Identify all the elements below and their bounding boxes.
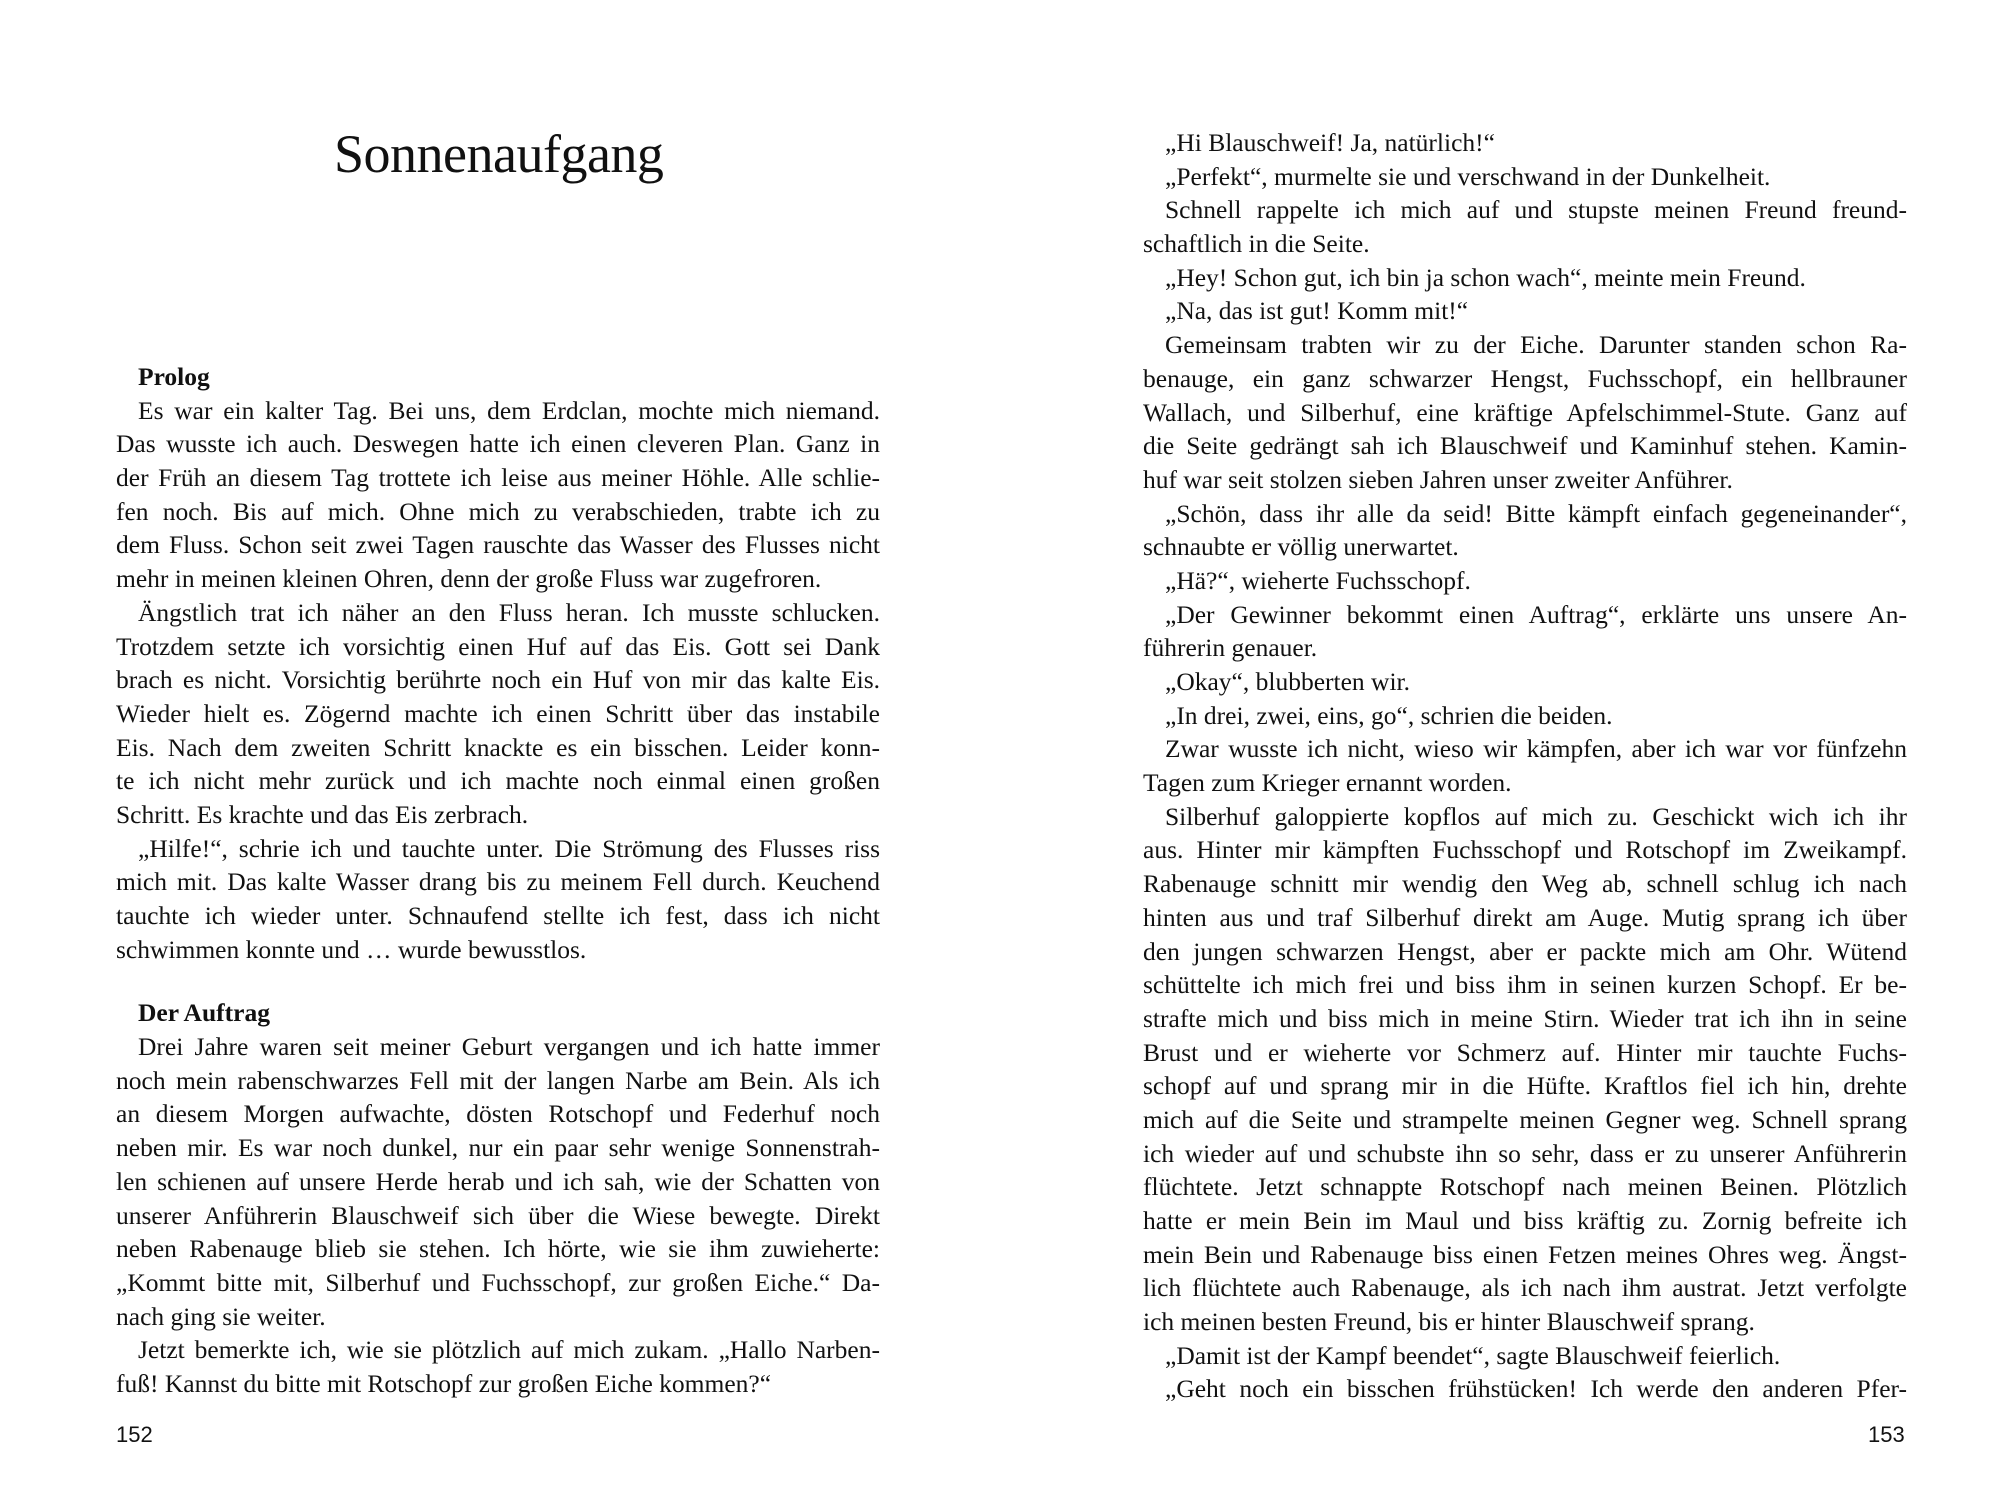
text-line: „Hey! Schon gut, ich bin ja schon wach“, meinte mein Freund.	[1165, 262, 1806, 292]
text-line: te ich nicht mehr zurück und ich machte noch einmal einen großen	[116, 766, 880, 796]
text-line: „Der Gewinner bekommt einen Auftrag“, erklärte uns unsere An-	[1165, 599, 1907, 629]
text-line: die Seite gedrängt sah ich Blauschweif und Kaminhuf stehen. Kamin-	[1143, 431, 1907, 461]
paragraph	[1143, 564, 1907, 598]
text-line: noch mein rabenschwarzes Fell mit der langen Narbe am Bein. Als ich	[116, 1065, 880, 1095]
paragraph	[116, 1030, 880, 1333]
text-line: Jetzt bemerkte ich, wie sie plötzlich auf mich zukam. „Hallo Narben-	[138, 1335, 880, 1365]
text-line: schopf auf und sprang mir in die Hüfte. Kraftlos fiel ich hin, drehte	[1143, 1071, 1907, 1101]
paragraph	[1143, 328, 1907, 496]
text-line: mich mit. Das kalte Wasser drang bis zu meinem Fell durch. Keuchend	[116, 867, 880, 897]
paragraph	[1143, 261, 1907, 295]
text-line: dem Fluss. Schon seit zwei Tagen rauschte das Wasser des Flusses nicht	[116, 530, 880, 560]
text-line: benauge, ein ganz schwarzer Hengst, Fuchsschopf, ein hellbrauner	[1143, 363, 1907, 393]
text-line: der Früh an diesem Tag trottete ich leise aus meiner Höhle. Alle schlie-	[116, 463, 880, 493]
paragraph	[1143, 665, 1907, 699]
text-line: nach ging sie weiter.	[116, 1301, 326, 1331]
paragraph	[1143, 126, 1907, 160]
paragraph	[1143, 598, 1907, 665]
section-heading: Der Auftrag	[138, 998, 270, 1028]
paragraph	[1143, 160, 1907, 194]
section-gap	[116, 966, 880, 996]
paragraph	[1143, 699, 1907, 733]
text-line: Das wusste ich auch. Deswegen hatte ich einen cleveren Plan. Ganz in	[116, 429, 880, 459]
text-line: tauchte ich wieder unter. Schnaufend stellte ich fest, dass ich nicht	[116, 901, 880, 930]
text-line: „Hilfe!“, schrie ich und tauchte unter. Die Strömung des Flusses riss	[138, 833, 880, 863]
paragraph	[1143, 497, 1907, 564]
paragraph	[1143, 294, 1907, 328]
text-line: „Damit ist der Kampf beendet“, sagte Blauschweif feierlich.	[1165, 1340, 1781, 1370]
text-line: ich meinen besten Freund, bis er hinter Blauschweif sprang.	[1143, 1307, 1755, 1337]
text-line: Wallach, und Silberhuf, eine kräftige Apfelschimmel-Stute. Ganz auf	[1143, 397, 1907, 427]
text-line: Brust und er wieherte vor Schmerz auf. Hinter mir tauchte Fuchs-	[1143, 1037, 1907, 1067]
text-line: aus. Hinter mir kämpften Fuchsschopf und Rotschopf im Zweikampf.	[1143, 835, 1907, 865]
text-line: „Hi Blauschweif! Ja, natürlich!“	[1165, 128, 1495, 157]
chapter-title: Sonnenaufgang	[334, 124, 664, 184]
page-number-right: 153	[1868, 1422, 1905, 1447]
text-line: schnaubte er völlig unerwartet.	[1143, 532, 1459, 562]
text-line: unserer Anführerin Blauschweif sich über die Wiese bewegte. Direkt	[116, 1200, 880, 1230]
text-line: Schritt. Es krachte und das Eis zerbrach.	[116, 799, 529, 829]
text-line: mehr in meinen kleinen Ohren, denn der große Fluss war zugefroren.	[116, 564, 822, 594]
paragraph	[1143, 732, 1907, 799]
text-line: Gemeinsam trabten wir zu der Eiche. Darunter standen schon Ra-	[1165, 330, 1907, 360]
left-page-body	[116, 360, 880, 1401]
text-line: strafte mich und biss mich in meine Stirn. Wieder trat ich ihn in seine	[1143, 1003, 1907, 1033]
text-line: Zwar wusste ich nicht, wieso wir kämpfen, aber ich war vor fünfzehn	[1165, 734, 1907, 764]
text-line: Es war ein kalter Tag. Bei uns, dem Erdclan, mochte mich niemand.	[138, 395, 880, 425]
text-line: fen noch. Bis auf mich. Ohne mich zu verabschieden, trabte ich zu	[116, 496, 880, 526]
paragraph	[116, 596, 880, 832]
text-line: schüttelte ich mich frei und biss ihm in seinen kurzen Schopf. Er be-	[1143, 970, 1907, 1000]
text-line: schaftlich in die Seite.	[1143, 229, 1370, 259]
paragraph	[116, 832, 880, 967]
text-line: flüchtete. Jetzt schnappte Rotschopf nach meinen Beinen. Plötzlich	[1143, 1172, 1907, 1202]
right-page	[1000, 0, 2000, 1503]
text-line: „Na, das ist gut! Komm mit!“	[1165, 296, 1469, 326]
paragraph	[1143, 800, 1907, 1339]
paragraph	[116, 394, 880, 596]
text-line: neben Rabenauge blieb sie stehen. Ich hörte, wie sie ihm zuwieherte:	[116, 1234, 880, 1264]
text-line: neben mir. Es war noch dunkel, nur ein paar sehr wenige Sonnenstrah-	[116, 1133, 880, 1163]
text-line: Tagen zum Krieger ernannt worden.	[1143, 768, 1512, 798]
text-line: Eis. Nach dem zweiten Schritt knackte es ein bisschen. Leider konn-	[116, 732, 880, 762]
text-line: len schienen auf unsere Herde herab und ich sah, wie der Schatten von	[116, 1166, 880, 1196]
text-line: hatte er mein Bein im Maul und biss kräftig zu. Zornig befreite ich	[1143, 1206, 1907, 1235]
text-line: „Geht noch ein bisschen frühstücken! Ich werde den anderen Pfer-	[1165, 1374, 1907, 1404]
text-line: Schnell rappelte ich mich auf und stupste meinen Freund freund-	[1165, 195, 1907, 225]
paragraph	[116, 1333, 880, 1400]
text-line: führerin genauer.	[1143, 633, 1318, 663]
text-line: „Kommt bitte mit, Silberhuf und Fuchsschopf, zur großen Eiche.“ Da-	[116, 1267, 880, 1297]
text-line: Rabenauge schnitt mir wendig den Weg ab, schnell schlug ich nach	[1143, 869, 1907, 899]
paragraph	[1143, 193, 1907, 260]
section-heading: Prolog	[138, 362, 210, 391]
text-line: mein Bein und Rabenauge biss einen Fetzen meines Ohres weg. Ängst-	[1143, 1239, 1907, 1269]
text-line: huf war seit stolzen sieben Jahren unser zweiter Anführer.	[1143, 464, 1733, 494]
text-line: brach es nicht. Vorsichtig berührte noch ein Huf von mir das kalte Eis.	[116, 665, 880, 695]
text-line: „Perfekt“, murmelte sie und verschwand in der Dunkelheit.	[1165, 161, 1771, 191]
text-line: lich flüchtete auch Rabenauge, als ich nach ihm austrat. Jetzt verfolgte	[1143, 1273, 1907, 1303]
page-number-left: 152	[116, 1422, 153, 1447]
text-line: Ängstlich trat ich näher an den Fluss heran. Ich musste schlucken.	[138, 597, 880, 627]
text-line: schwimmen konnte und … wurde bewusstlos.	[116, 934, 587, 964]
text-line: ich wieder auf und schubste ihn so sehr, dass er zu unserer Anführerin	[1143, 1138, 1907, 1168]
right-page-body	[1143, 126, 1907, 1406]
text-line: den jungen schwarzen Hengst, aber er packte mich am Ohr. Wütend	[1143, 936, 1907, 966]
text-line: mich auf die Seite und strampelte meinen Gegner weg. Schnell sprang	[1143, 1104, 1907, 1134]
text-line: hinten aus und traf Silberhuf direkt am Auge. Mutig sprang ich über	[1143, 902, 1907, 932]
text-line: an diesem Morgen aufwachte, dösten Rotschopf und Federhuf noch	[116, 1099, 880, 1129]
text-line: fuß! Kannst du bitte mit Rotschopf zur großen Eiche kommen?“	[116, 1368, 772, 1398]
paragraph	[1143, 1372, 1907, 1406]
text-line: „In drei, zwei, eins, go“, schrien die beiden.	[1165, 700, 1613, 730]
text-line: „Okay“, blubberten wir.	[1165, 667, 1411, 696]
text-line: „Schön, dass ihr alle da seid! Bitte kämpft einfach gegeneinander“,	[1165, 498, 1907, 528]
text-line: Drei Jahre waren seit meiner Geburt vergangen und ich hatte immer	[138, 1032, 880, 1062]
text-line: „Hä?“, wieherte Fuchsschopf.	[1165, 565, 1471, 595]
text-line: Trotzdem setzte ich vorsichtig einen Huf auf das Eis. Gott sei Dank	[116, 631, 880, 661]
text-line: Wieder hielt es. Zögernd machte ich einen Schritt über das instabile	[116, 698, 880, 728]
text-line: Silberhuf galoppierte kopflos auf mich zu. Geschickt wich ich ihr	[1165, 801, 1907, 831]
paragraph	[1143, 1339, 1907, 1373]
